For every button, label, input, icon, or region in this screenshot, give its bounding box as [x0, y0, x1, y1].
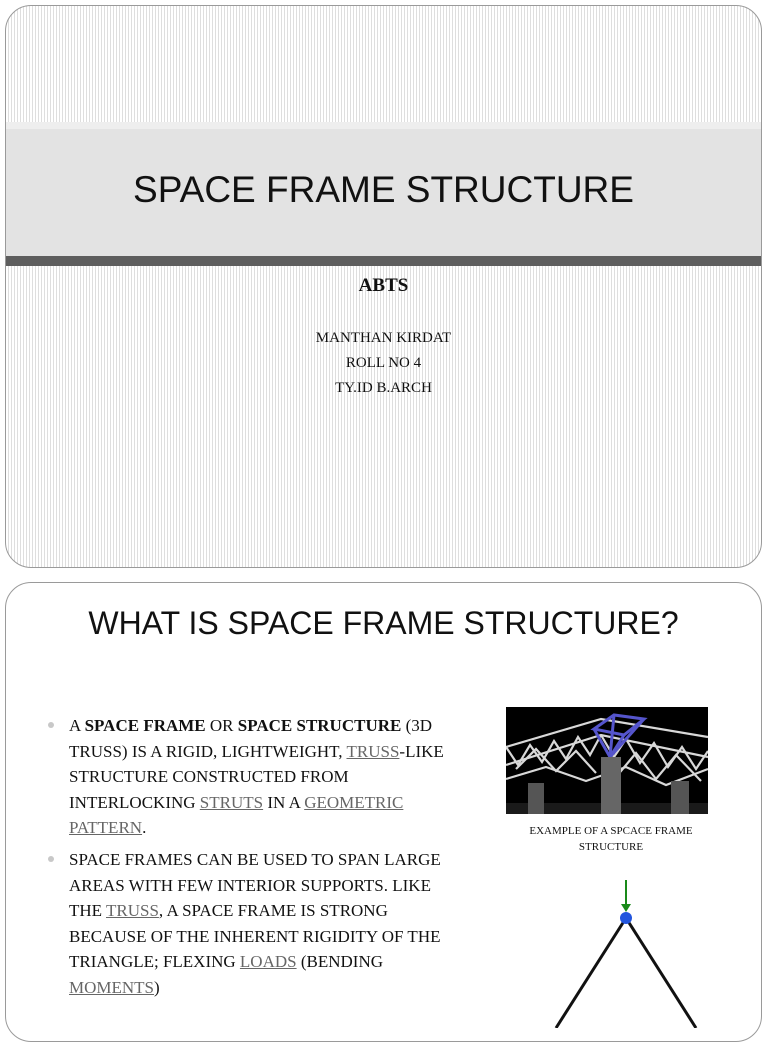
bold-term: SPACE FRAME [84, 716, 206, 735]
text-run: . [142, 818, 147, 838]
slide-subtitle: ABTS [358, 275, 409, 296]
right-member [626, 918, 696, 1028]
roll-number: ROLL NO 4 [345, 355, 422, 371]
bullet-item-definition [46, 713, 446, 841]
left-member [556, 918, 626, 1028]
bullet-item-span [46, 847, 446, 1001]
title-slide [5, 5, 762, 568]
class-info: TY.ID B.ARCH [335, 380, 432, 396]
apex-node [620, 912, 632, 924]
bold-term: SPACE STRUCTURE [237, 716, 402, 735]
text-run: , A SPACE FRAME IS STRONG BECAUSE OF THE INHERENT RIGIDITY OF THE TRIANGLE; FLEXING [69, 901, 441, 972]
photo-caption: EXAMPLE OF A SPCACE FRAME STRUCTURE [529, 825, 693, 853]
load-arrow-head [621, 904, 631, 912]
content-slide [5, 582, 762, 1042]
text-run: A [69, 716, 85, 735]
link-moments[interactable]: MOMENTS [69, 977, 155, 997]
title-divider-bar [6, 256, 761, 266]
author-name: MANTHAN KIRDAT [315, 330, 452, 346]
content-slide-title: WHAT IS SPACE FRAME STRUCTURE? [88, 605, 679, 641]
text-run: (3D TRUSS) IS A RIGID, LIGHTWEIGHT, [69, 716, 433, 761]
link-loads[interactable]: LOADS [239, 952, 297, 972]
link-truss[interactable]: TRUSS [346, 741, 400, 761]
link-geometric[interactable]: GEOMETRIC [304, 792, 404, 812]
space-frame-photo [506, 707, 708, 814]
link-struts[interactable]: STRUTS [199, 792, 264, 812]
text-run: (BENDING [296, 952, 383, 972]
link-truss-2[interactable]: TRUSS [106, 901, 159, 921]
link-pattern[interactable]: PATTERN [69, 818, 143, 838]
slide-title: SPACE FRAME STRUCTURE [133, 169, 634, 210]
bullet-list [46, 713, 446, 1007]
text-run: IN A [263, 792, 305, 812]
triangle-load-diagram [546, 878, 706, 1028]
author-block [6, 326, 761, 401]
text-run: -LIKE STRUCTURE CONSTRUCTED FROM INTERLOCKING [69, 741, 444, 812]
text-run: SPACE FRAMES CAN BE USED TO SPAN LARGE AREAS WITH FEW INTERIOR SUPPORTS. LIKE THE [69, 849, 441, 921]
text-run: ) [154, 977, 160, 997]
text-run: OR [205, 716, 238, 735]
